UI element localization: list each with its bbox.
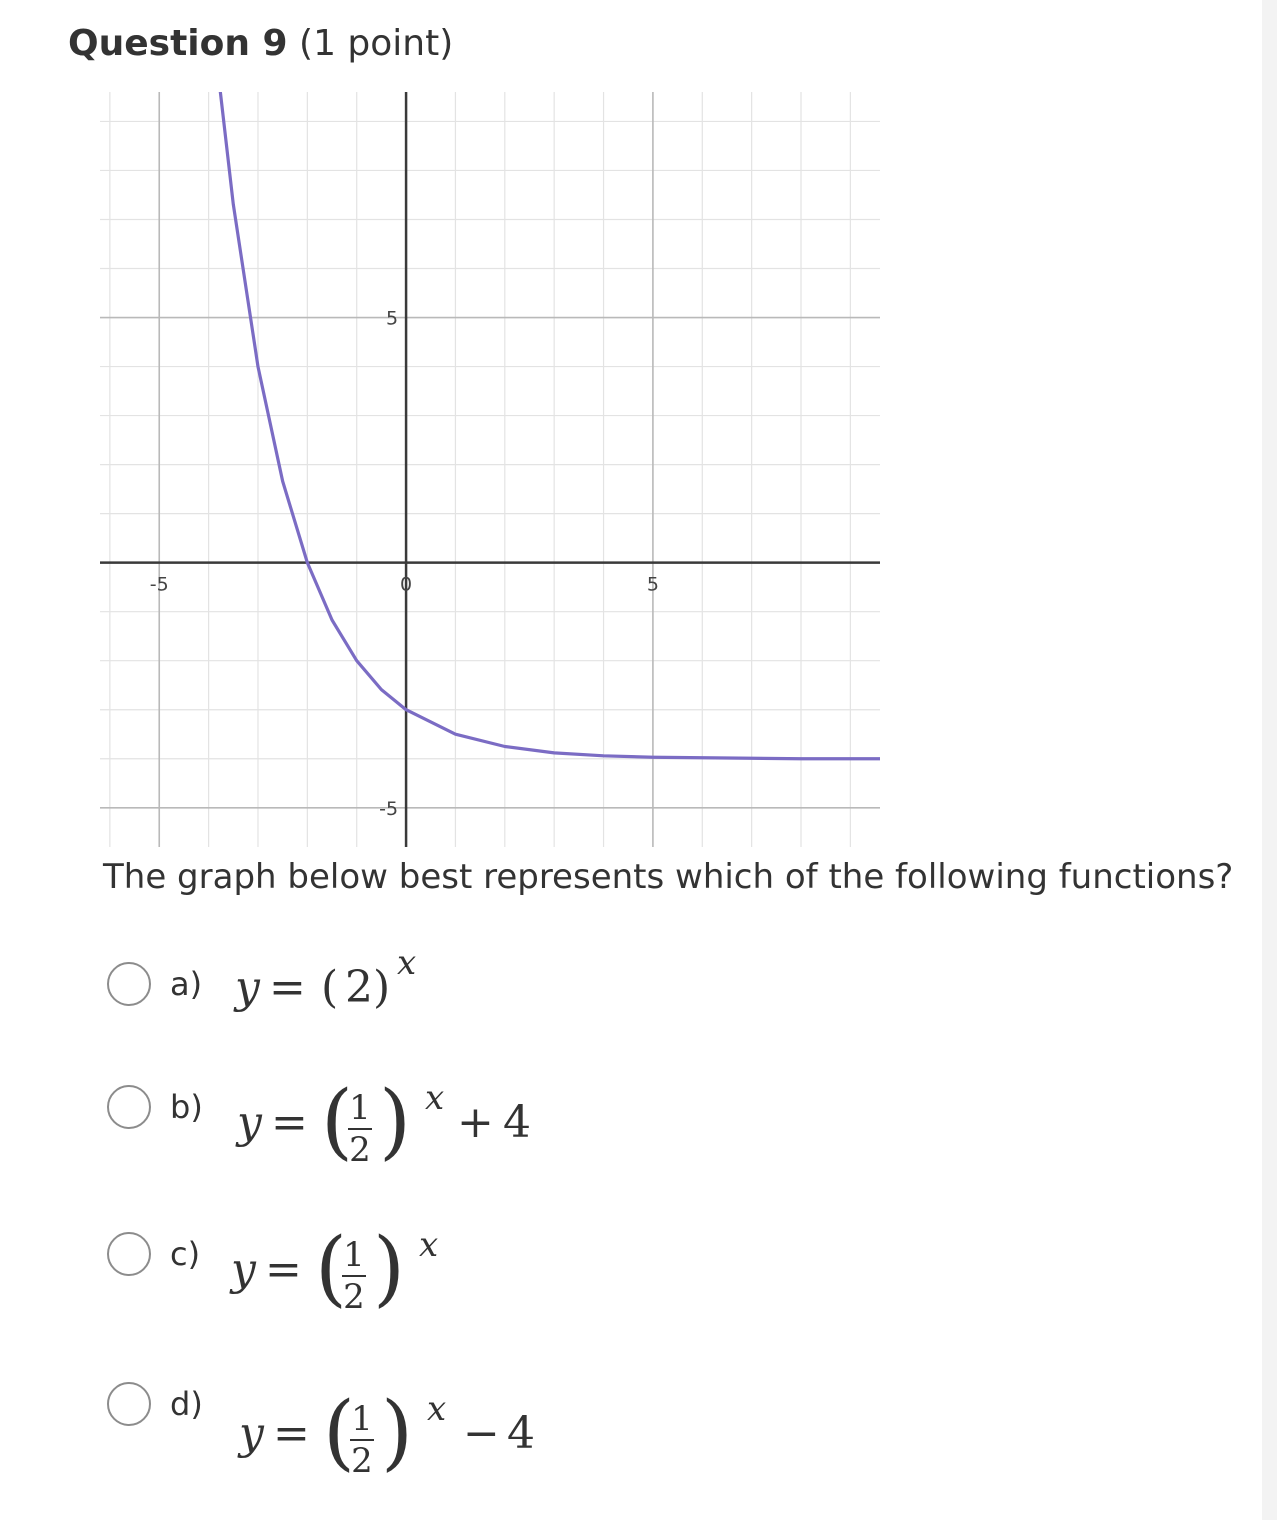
eq-numerator: 1 — [349, 1088, 371, 1128]
x-tick-label: -5 — [149, 573, 169, 596]
question-prompt: The graph below best represents which of the following functions? — [103, 857, 1234, 897]
eq-operator: + — [457, 1097, 494, 1148]
option-a-letter: a) — [170, 965, 203, 1003]
eq-denominator: 2 — [349, 1130, 371, 1170]
option-a-equation — [227, 942, 447, 1032]
question-title: Question 9 — [68, 23, 288, 64]
option-b-letter: b) — [170, 1088, 203, 1126]
option-d[interactable] — [107, 1382, 567, 1481]
question-header — [68, 20, 453, 68]
eq-equals: = — [271, 1097, 308, 1148]
y-tick-label: -5 — [379, 797, 399, 820]
option-a[interactable] — [107, 943, 467, 1022]
eq-denominator: 2 — [351, 1441, 373, 1481]
function-graph — [100, 92, 880, 847]
grid-major-lines — [100, 92, 880, 847]
option-b-equation — [227, 1075, 557, 1185]
eq-lhs: y — [235, 962, 260, 1013]
eq-equals: = — [265, 1244, 302, 1295]
eq-left-paren: ( — [321, 1075, 353, 1169]
eq-exponent: x — [419, 1225, 439, 1265]
question-points: (1 point) — [299, 23, 454, 64]
eq-right-paren: ) — [373, 1222, 405, 1316]
eq-constant: 4 — [503, 1097, 531, 1148]
eq-constant: 4 — [507, 1408, 535, 1459]
eq-lhs: y — [231, 1244, 256, 1295]
eq-right-paren: ) — [379, 1075, 411, 1169]
eq-base: 2 — [345, 962, 373, 1013]
eq-exponent: x — [427, 1389, 447, 1429]
x-tick-label: 0 — [400, 573, 413, 596]
eq-numerator: 1 — [343, 1235, 365, 1275]
eq-exponent: x — [397, 943, 417, 983]
option-c-equation — [227, 1222, 477, 1332]
option-d-letter: d) — [170, 1385, 203, 1423]
option-c[interactable] — [107, 1222, 487, 1317]
option-c-radio[interactable] — [107, 1232, 151, 1276]
eq-right-paren: ) — [373, 962, 391, 1013]
eq-left-paren: ( — [321, 962, 339, 1013]
grid-minor-lines — [100, 92, 880, 847]
eq-denominator: 2 — [343, 1277, 365, 1317]
option-b-radio[interactable] — [107, 1085, 151, 1129]
right-scroll-gutter — [1262, 0, 1277, 1520]
eq-lhs: y — [237, 1097, 262, 1148]
x-tick-label: 5 — [646, 573, 659, 596]
axes — [100, 92, 880, 847]
eq-operator: − — [463, 1408, 500, 1459]
curves — [218, 92, 880, 759]
eq-numerator: 1 — [351, 1399, 373, 1439]
option-d-radio[interactable] — [107, 1382, 151, 1426]
option-c-letter: c) — [170, 1235, 201, 1273]
eq-lhs: y — [239, 1408, 264, 1459]
eq-exponent: x — [425, 1078, 445, 1118]
eq-equals: = — [273, 1408, 310, 1459]
option-b[interactable] — [107, 1075, 567, 1170]
eq-left-paren: ( — [323, 1385, 355, 1480]
eq-left-paren: ( — [315, 1222, 347, 1316]
eq-right-paren: ) — [381, 1385, 413, 1480]
option-a-radio[interactable] — [107, 962, 151, 1006]
eq-equals: = — [269, 962, 306, 1013]
series-curve — [218, 92, 880, 759]
y-tick-label: 5 — [385, 307, 399, 330]
option-d-equation — [227, 1372, 557, 1482]
